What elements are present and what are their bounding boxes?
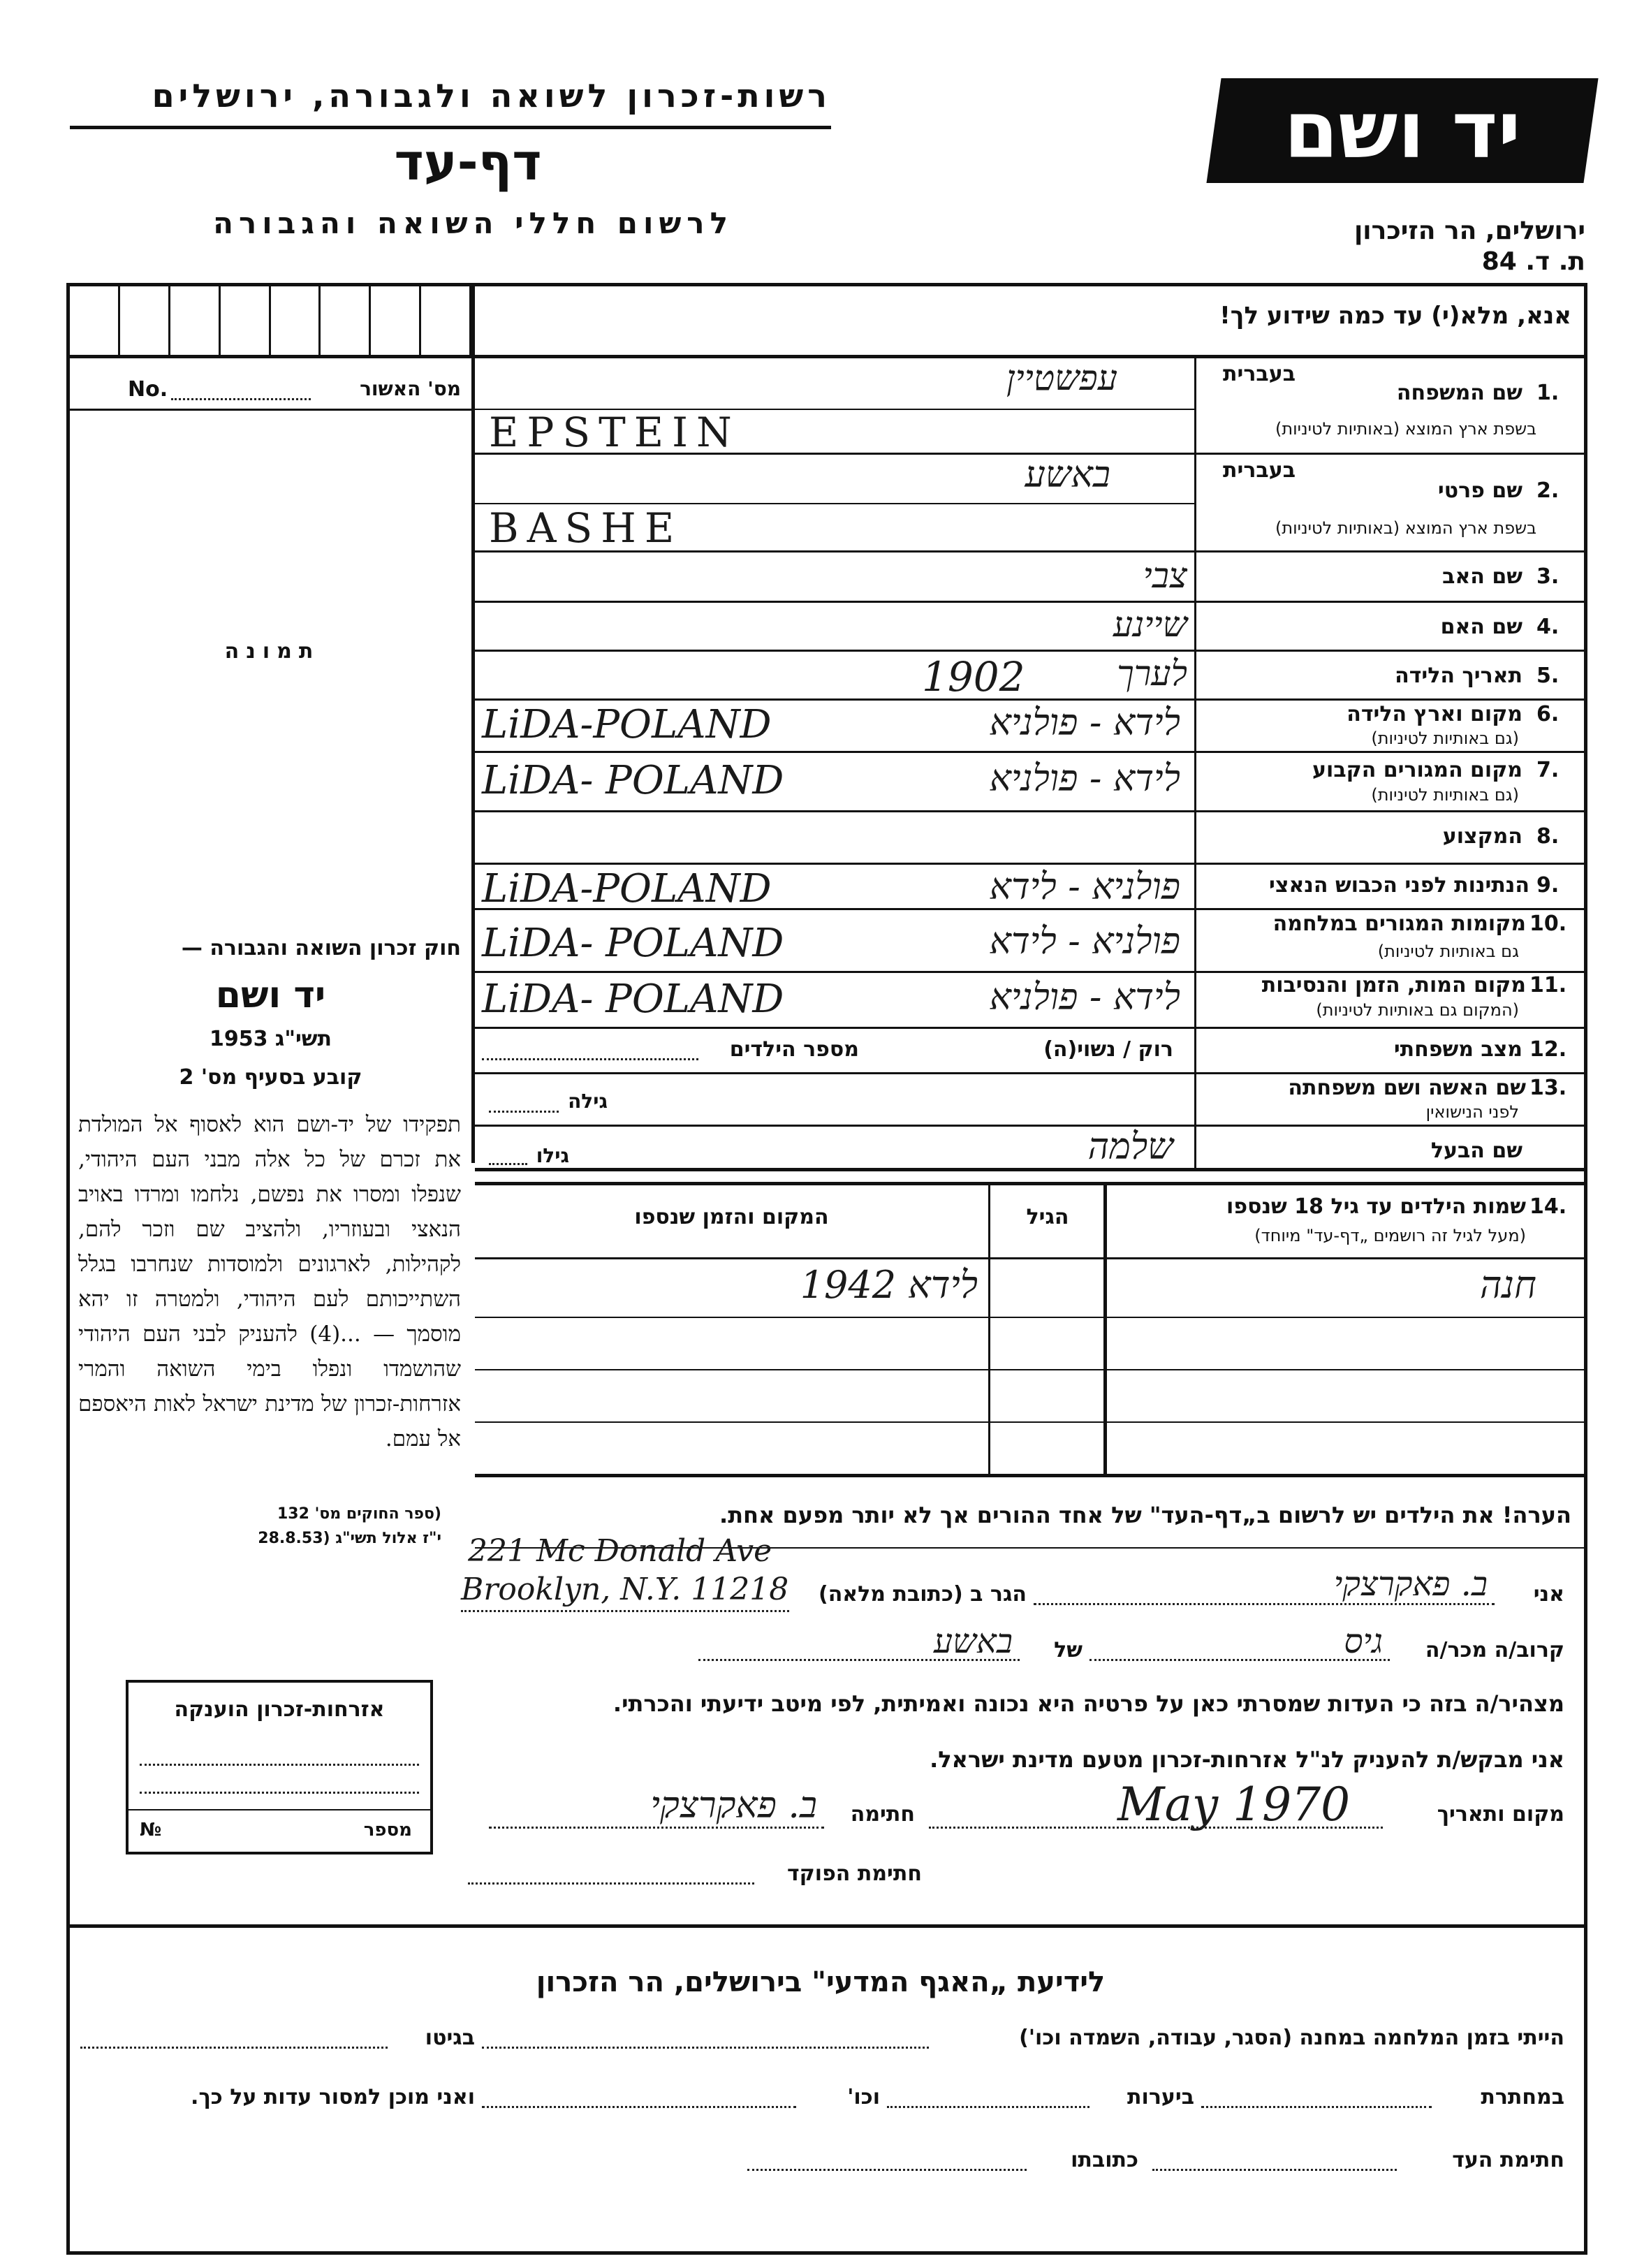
address-line bbox=[461, 1610, 789, 1612]
row6-sub: (גם באותיות לטיניות) bbox=[1371, 729, 1519, 748]
first-name-hebrew: באשע bbox=[1025, 454, 1110, 496]
husband-name: שלמה bbox=[1087, 1126, 1173, 1168]
reg-no-underline bbox=[70, 409, 471, 411]
children-head-line bbox=[475, 1257, 1585, 1259]
header-address: ירושלים, הר הזיכרון bbox=[1353, 217, 1585, 245]
residing-label: הגר ב (כתובת מלאה) bbox=[818, 1582, 1027, 1607]
row3-label: שם האב bbox=[1442, 564, 1522, 589]
camp-line bbox=[482, 2047, 929, 2049]
row11-label: מקום המות, הזמן והנסיבות bbox=[1261, 973, 1526, 997]
declarant-i: אני bbox=[1533, 1582, 1564, 1607]
row5-num: 5. bbox=[1536, 664, 1560, 688]
signature-label: חתימה bbox=[850, 1802, 915, 1827]
death-place-latin: LiDA- POLAND bbox=[482, 976, 784, 1022]
hebrew-tag-2: בעברית bbox=[1223, 458, 1296, 483]
birthplace-hebrew: לידא - פולניא bbox=[989, 702, 1180, 744]
authority-line: רשות-זכרון לשואה ולגבורה, ירושלים bbox=[152, 77, 831, 115]
row7-bottom bbox=[475, 810, 1585, 812]
law-year: תשי"ג 1953 bbox=[209, 1027, 332, 1051]
first-name-latin: BASHE bbox=[489, 504, 683, 552]
reg-no-label: מס' האשור bbox=[360, 377, 461, 400]
children-count-label: מספר הילדים bbox=[729, 1037, 859, 1062]
authority-underline bbox=[70, 126, 831, 129]
place-date-label: מקום ותאריך bbox=[1437, 1802, 1564, 1827]
residence-hebrew: לידא - פולניא bbox=[989, 758, 1180, 800]
of-name-line bbox=[698, 1659, 1020, 1661]
children-age-col: הגיל bbox=[1026, 1205, 1069, 1229]
willing-text: ואני מוכן למסור עדות על כך. bbox=[191, 2085, 475, 2109]
death-place-hebrew: לידא - פולניא bbox=[989, 976, 1180, 1018]
declaration-text: מצהיר/ה בזה כי העדות שמסרתי כאן על פרטיה היא נכונה ואמיתית, לפי מיטב ידיעתי והכרתי. bbox=[612, 1690, 1564, 1717]
row11-bottom bbox=[475, 1027, 1585, 1029]
residence-latin: LiDA- POLAND bbox=[482, 758, 784, 803]
marital-status: רוק / נשוי(ה) bbox=[1043, 1037, 1173, 1062]
law-clause: קובע בסעיף מס' 2 bbox=[179, 1065, 362, 1090]
row6-num: 6. bbox=[1536, 702, 1560, 726]
footer-separator bbox=[70, 1924, 1585, 1928]
law-title: חוק זכרון השואה והגבורה — bbox=[181, 936, 461, 960]
witness-address-line bbox=[747, 2169, 1027, 2171]
row2-sub: בשפת ארץ המוצא (באותיות לטיניות) bbox=[1275, 518, 1536, 538]
row8-num: 8. bbox=[1536, 824, 1560, 849]
declarant-name-line bbox=[1034, 1603, 1495, 1605]
row2-label: שם פרטי bbox=[1437, 478, 1522, 503]
mother-name: שיינע bbox=[1113, 604, 1187, 645]
row1-num: 1. bbox=[1536, 381, 1560, 405]
children-sub: (מעל לגיל זה רושמים „דף-עד" מיוחד) bbox=[1254, 1226, 1526, 1245]
row4-num: 4. bbox=[1536, 615, 1560, 639]
wartime-residence-latin: LiDA- POLAND bbox=[482, 921, 784, 966]
signature-value: ב. פאקרצקי bbox=[650, 1785, 817, 1827]
of-name: באשע bbox=[933, 1622, 1013, 1661]
row11-sub: (המקום גם באותיות לטיניות) bbox=[1316, 1000, 1519, 1020]
row9-num: 9. bbox=[1536, 873, 1560, 898]
row12-bottom bbox=[475, 1072, 1585, 1074]
relative-label: קרוב/ה מכר/ה bbox=[1425, 1638, 1564, 1662]
family-name-latin: EPSTEIN bbox=[489, 409, 740, 456]
camp-text: הייתי בזמן המלחמה במחנה (הסגר, עבודה, השמדה וכו') bbox=[1019, 2026, 1564, 2050]
row7-num: 7. bbox=[1536, 758, 1560, 782]
address-line-2: Brooklyn, N.Y. 11218 bbox=[461, 1572, 789, 1607]
nationality-latin: LiDA-POLAND bbox=[482, 866, 772, 912]
children-count-line bbox=[482, 1058, 698, 1060]
row13-label: שם האשה ושם משפחתה bbox=[1288, 1076, 1526, 1100]
law-name: יד ושם bbox=[215, 974, 326, 1016]
row5-label: תאריך הלידה bbox=[1395, 664, 1522, 688]
logo-text: יד ושם bbox=[1284, 85, 1521, 176]
row10-label: מקומות המגורים במלחמה bbox=[1272, 912, 1526, 936]
relation-line bbox=[1089, 1659, 1390, 1661]
row6-label: מקום וארץ הלידה bbox=[1347, 702, 1522, 726]
child-place: לידא 1942 bbox=[800, 1263, 978, 1307]
reg-no-prefix: No. bbox=[128, 377, 168, 402]
hiding-line bbox=[1201, 2106, 1432, 2108]
child-name: חנה bbox=[1479, 1263, 1536, 1307]
row7-sub: (גם באותיות לטיניות) bbox=[1371, 785, 1519, 805]
footer-title: לידיעת „האגף המדעי" בירושלים, הר הזכרון bbox=[536, 1966, 1106, 1998]
row8-label: המקצוע bbox=[1442, 824, 1522, 849]
law-ref-1: (ספר החוקים מס' 132 bbox=[277, 1505, 441, 1523]
citizenship-line-2 bbox=[140, 1792, 419, 1794]
relation-value: גיס bbox=[1344, 1622, 1383, 1661]
doc-title: דף-עד bbox=[394, 133, 542, 191]
row7-label: מקום המגורים הקבוע bbox=[1312, 758, 1522, 782]
row2-num: 2. bbox=[1536, 478, 1560, 503]
citizenship-no-prefix: № bbox=[140, 1820, 162, 1841]
row12-num: 12. bbox=[1529, 1037, 1567, 1062]
witness-sig-label: חתימת העד bbox=[1452, 2148, 1564, 2172]
row1-sub: בשפת ארץ המוצא (באותיות לטיניות) bbox=[1275, 419, 1536, 439]
doc-subtitle: לרשום חללי השואה והגבורה bbox=[213, 206, 733, 240]
law-text: תפקידו של יד-ושם הוא לאסוף אל המולדת את זכרם של כל אלה מבני העם היהודי, שנפלו ומסרו את נפשם, נלחמו ומרדו באויב הנאצי ובעוזריו, ולהציב שם וזכר להם, לקהילות, לארגונים ולמוסדות שנחרבו בגלל השתייכותם לעם היהודי, ולמטרה זו יהא מוסמך — ...(4) להעניק לבני העם היהודי שהושמדו ונפלו בימי השואה והמרי אזרחות-זכרון של מדינת ישראל לאות היאספם אל עמם. bbox=[78, 1112, 461, 1451]
citizenship-no-label: מספר bbox=[363, 1820, 412, 1841]
nationality-hebrew: פולניא - לידא bbox=[989, 866, 1180, 908]
children-col-a bbox=[988, 1184, 990, 1474]
husband-label: שם הבעל bbox=[1430, 1139, 1522, 1163]
husband-row-bottom bbox=[475, 1168, 1585, 1171]
wartime-residence-hebrew: פולניא - לידא bbox=[989, 921, 1180, 963]
children-row2 bbox=[475, 1369, 1585, 1370]
children-row3 bbox=[475, 1421, 1585, 1423]
citizenship-line-1 bbox=[140, 1764, 419, 1766]
row8-bottom bbox=[475, 863, 1585, 865]
children-place-col: המקום והזמן שנספו bbox=[634, 1205, 829, 1229]
left-col-divider bbox=[471, 356, 475, 1163]
birth-year: 1902 bbox=[922, 653, 1025, 701]
etc-label: וכו' bbox=[847, 2085, 880, 2109]
appeal-text: אנא, מלא(י) עד כמה שידוע לך! bbox=[1219, 302, 1571, 330]
father-name: צבי bbox=[1143, 555, 1187, 596]
row1-label: שם המשפחה bbox=[1396, 381, 1522, 405]
header-pobox: ת. ד. 84 bbox=[1481, 247, 1585, 276]
row5-bottom bbox=[475, 698, 1585, 701]
wife-age-label: גילה bbox=[568, 1090, 608, 1113]
yad-vashem-logo bbox=[1206, 78, 1598, 183]
top-divider bbox=[471, 286, 475, 356]
ghetto-line bbox=[80, 2047, 388, 2049]
row13-num: 13. bbox=[1529, 1076, 1567, 1100]
hebrew-tag-1: בעברית bbox=[1223, 362, 1296, 386]
row9-label: הנתינות לפני הכבוש הנאצי bbox=[1269, 873, 1529, 898]
row3-num: 3. bbox=[1536, 564, 1560, 589]
citizenship-no-line bbox=[126, 1809, 433, 1810]
date-line bbox=[929, 1827, 1383, 1829]
children-col-b bbox=[1103, 1184, 1107, 1474]
etc-line bbox=[482, 2106, 796, 2108]
row13-sub: לפני הנישואין bbox=[1425, 1102, 1519, 1122]
official-sig-label: חתימת הפוקד bbox=[787, 1861, 922, 1886]
family-name-hebrew: עפשטיין bbox=[1006, 358, 1117, 398]
row4-bottom bbox=[475, 650, 1585, 652]
children-num: 14. bbox=[1529, 1194, 1567, 1219]
row4-label: שם האם bbox=[1440, 615, 1522, 639]
reg-no-line bbox=[171, 398, 311, 400]
date-value: May 1970 bbox=[1117, 1778, 1351, 1831]
wife-age-line bbox=[489, 1111, 559, 1113]
note-text: הערה! את הילדים יש לרשום ב„דף-העד" של אחד ההורים אך לא יותר מפעם אחת. bbox=[719, 1502, 1571, 1528]
row6-bottom bbox=[475, 751, 1585, 753]
witness-address-label: כתובתו bbox=[1071, 2148, 1138, 2172]
address-line-1: 221 Mc Donald Ave bbox=[468, 1533, 772, 1569]
husband-age-label: גילו bbox=[536, 1144, 569, 1167]
citizenship-title: אזרחות-זכרון הוענקה bbox=[174, 1697, 385, 1722]
declarant-name: ב. פאקרצקי bbox=[1333, 1565, 1488, 1604]
row3-bottom bbox=[475, 601, 1585, 603]
of-label: של bbox=[1054, 1638, 1083, 1662]
signature-line bbox=[489, 1827, 824, 1829]
forests-line bbox=[887, 2106, 1089, 2108]
code-boxes bbox=[70, 286, 471, 356]
top-row-bottom bbox=[70, 355, 1585, 358]
children-bottom bbox=[475, 1474, 1585, 1477]
law-ref-2: י"ז אלול תשי"ג (28.8.53 bbox=[258, 1530, 441, 1547]
hiding-label: במחתרת bbox=[1481, 2085, 1564, 2109]
photo-label: תמונה bbox=[224, 639, 321, 664]
witness-sig-line bbox=[1152, 2169, 1397, 2171]
row10-sub: גם באותיות לטיניות) bbox=[1377, 942, 1519, 961]
birth-approx: לערך bbox=[1117, 653, 1187, 694]
forests-label: ביערות bbox=[1127, 2085, 1194, 2109]
row11-num: 11. bbox=[1529, 973, 1567, 997]
children-label: שמות הילדים עד גיל 18 שנספו bbox=[1226, 1194, 1526, 1219]
birthplace-latin: LiDA-POLAND bbox=[482, 702, 772, 747]
row10-num: 10. bbox=[1529, 912, 1567, 936]
official-sig-line bbox=[468, 1882, 754, 1885]
label-col-divider bbox=[1194, 356, 1196, 1170]
ghetto-label: בגיטו bbox=[425, 2026, 475, 2050]
children-row1 bbox=[475, 1317, 1585, 1318]
request-text: אני מבקש/ת להעניק לנ"ל אזרחות-זכרון מטעם מדינת ישראל. bbox=[930, 1746, 1564, 1773]
husband-age-line bbox=[489, 1163, 527, 1165]
row12-label: מצב משפחתי bbox=[1393, 1037, 1522, 1062]
